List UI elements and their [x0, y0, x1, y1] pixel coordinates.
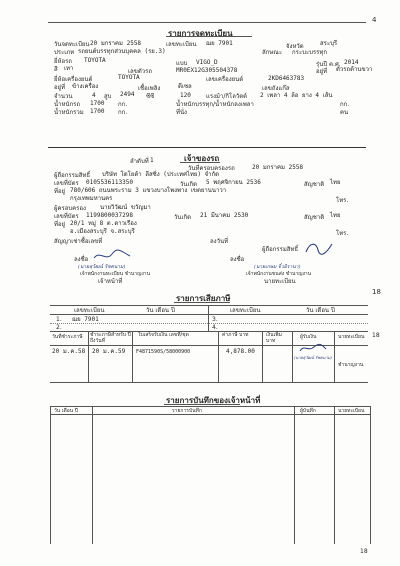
- value-model-year: 2014: [344, 59, 359, 66]
- tax-header-paid-date: วันที่ชำระภาษี: [52, 334, 83, 340]
- tax-row-tax: 4,878.00: [226, 348, 255, 355]
- label-officer-sign: ลงชื่อ: [74, 256, 89, 263]
- value-reg-date: 20 มกราคม 2558: [90, 40, 142, 47]
- label-possessor: ผู้ครอบครอง: [54, 205, 86, 212]
- notes-header-entry: รายการบันทึก: [172, 408, 202, 414]
- value-engine-no: 2KD6463783: [268, 75, 305, 82]
- section1-title-rule: [166, 36, 252, 37]
- label-owner-dob: วันเกิด: [180, 181, 198, 188]
- value-owner-nationality: ไทย: [330, 179, 341, 186]
- label-gross-unit: กก.: [118, 109, 128, 116]
- notes-right-border: [370, 406, 371, 544]
- footer-page-mark: 18: [360, 548, 368, 555]
- section2-top-rule: [48, 147, 366, 148]
- plate-row-2-index: 2.: [56, 324, 62, 331]
- page-number: 4: [372, 16, 377, 24]
- value-possessor-nationality: ไทย: [330, 212, 341, 219]
- value-body: กระบะบรรทุก: [292, 49, 327, 56]
- label-possessor-nationality: สัญชาติ: [304, 214, 325, 221]
- notes-header-recorder: ผู้บันทึก: [300, 408, 316, 414]
- value-possession-date: 20 มกราคม 2558: [252, 164, 304, 171]
- label-gas-tank: เลขถังแก๊ส: [262, 85, 290, 92]
- label-possessor-dob: วันเกิด: [174, 214, 192, 221]
- value-owner-id: 0105536113350: [86, 179, 133, 186]
- officer-name: (นายสุวัฒน์ รัชตนาม): [78, 264, 126, 270]
- label-contract-date: ลงวันที่: [210, 238, 229, 245]
- plate-row-4-index: 4.: [212, 324, 218, 331]
- tax-col-divider-2: [132, 331, 133, 382]
- value-owner-address-line2: กรุงเทพมหานคร: [70, 195, 113, 202]
- label-engine-no: เลขเครื่องยนต์: [206, 76, 244, 83]
- section2-title: เจ้าของรถ: [184, 154, 220, 163]
- tax-row-registrar: ชำนาญงาน: [338, 362, 364, 368]
- value-owner-dob: 5 พฤศจิกายน 2536: [206, 179, 261, 186]
- section3-title: รายการเสียภาษี: [176, 294, 231, 303]
- value-possessor-address-line2: อ.เมืองสระบุรี จ.สระบุรี: [70, 228, 135, 235]
- label-possessor-phone: โทร.: [336, 230, 349, 237]
- label-hp: แรงม้า/กิโลวัตต์: [206, 93, 248, 100]
- label-owner-id: เลขที่บัตร: [54, 180, 79, 187]
- value-axles: 2 เพลา 4 ล้อ ยาง 4 เส้น: [260, 92, 333, 99]
- plate-header-rule: [50, 314, 368, 315]
- label-brand: ยี่ห้อรถ: [54, 58, 72, 65]
- tax-row-receipt: F4871590S/58000900: [136, 349, 191, 355]
- notes-header-registrar: นายทะเบียน: [338, 408, 365, 414]
- label-model: แบบ: [176, 60, 188, 67]
- notes-table-top: [50, 406, 370, 407]
- tax-table-bottom: [50, 382, 368, 383]
- value-engine-location: ข้างเครื่อง: [72, 83, 99, 90]
- label-cyl-unit: สูบ: [104, 93, 112, 100]
- tax-header-surcharge: เงินเพิ่ม บาท: [266, 332, 282, 344]
- tax-header-tax: ค่าภาษี บาท: [222, 332, 249, 338]
- label-seq: ลำดับที่: [130, 158, 149, 165]
- officer-signature: [92, 248, 132, 262]
- section4-title-rule: [164, 404, 240, 405]
- notes-left-border: [50, 406, 51, 544]
- tax-header-registrar: นายทะเบียน: [338, 334, 365, 340]
- notes-header-date: วัน เดือน ปี: [54, 408, 78, 414]
- section2-title-rule: [180, 162, 220, 163]
- plate-row-1-index: 1.: [56, 316, 62, 323]
- label-type: ประเภท: [54, 49, 75, 56]
- tax-col-divider-4: [262, 331, 263, 382]
- plate-header-no-2: เลขทะเบียน: [230, 307, 261, 314]
- label-possession-date: วันที่ครอบครองรถ: [188, 165, 235, 172]
- plate-header-date-2: วัน เดือน ปี: [306, 307, 335, 314]
- label-engine-location: อยู่ที่: [54, 84, 66, 91]
- tax-row-paid-date: 20 ม.ค.58: [52, 348, 86, 355]
- value-engine-brand: TOYOTA: [118, 74, 140, 81]
- section1-top-border: [48, 22, 366, 23]
- plate-row-divider: [50, 323, 368, 324]
- registrar-name: (นายเกษม จิ๋วอิรานา): [254, 264, 301, 270]
- registrar-title: เจ้าพนักงานขนส่ง ชำนาญงาน: [246, 271, 312, 277]
- label-engine-brand: ยี่ห้อเครื่องยนต์: [54, 76, 93, 83]
- plate-table-top: [50, 305, 368, 306]
- value-vin-location: ตัวรถด้านขวา: [336, 66, 373, 73]
- label-gross: น้ำหนักรวม: [54, 109, 84, 116]
- notes-header-rule: [50, 414, 370, 415]
- value-hp: 120: [180, 92, 191, 99]
- label-registrar-sign: ลงชื่อ: [230, 256, 245, 263]
- tax-header-receiver: ผู้รับเงิน: [300, 334, 317, 340]
- value-owner: บริษัท โตโยต้า ลีสซิ่ง (ประเทศไทย) จำกัด: [102, 171, 220, 178]
- value-cc: 2494: [120, 91, 135, 98]
- plate-header-date-1: วัน เดือน ปี: [146, 307, 175, 314]
- label-weight: น้ำหนักรถ: [54, 101, 81, 108]
- value-fuel: ดีเซล: [178, 83, 192, 90]
- label-province: จังหวัด: [286, 43, 304, 50]
- label-owner-nationality: สัญชาติ: [304, 181, 325, 188]
- label-reg-date: วันจดทะเบียน: [54, 41, 90, 48]
- value-province: สระบุรี: [320, 40, 338, 47]
- registrar-signature: [304, 240, 334, 256]
- notes-col-divider-1: [92, 406, 93, 544]
- label-owner-phone: โทร.: [336, 197, 349, 204]
- value-model: VIGO_D: [196, 59, 218, 66]
- value-brand: TOYOTA: [84, 57, 106, 64]
- plate-row-1-value: ฌย 7901: [72, 316, 99, 323]
- value-cylinders: 4: [92, 92, 96, 99]
- plate-mid-divider: [208, 305, 209, 331]
- label-fuel: เชื้อเพลิง: [138, 85, 161, 92]
- label-owner-sign: ผู้ถือกรรมสิทธิ์: [262, 246, 299, 253]
- label-vin-location: อยู่ที่: [316, 68, 328, 75]
- section3-page-mark: 18: [372, 332, 380, 339]
- value-type: รถยนต์บรรทุกส่วนบุคคล (รย.3): [78, 48, 166, 55]
- label-owner: ผู้ถือกรรมสิทธิ์: [54, 172, 91, 179]
- value-plate: ฌย 7901: [206, 40, 233, 47]
- notes-col-divider-2: [294, 406, 295, 544]
- section2-page-mark: 18: [372, 288, 381, 296]
- label-body: ลักษณะ: [262, 49, 283, 56]
- value-possessor-address: 20/1 หมู่ 8 ต.ดาวเรือง: [70, 220, 137, 227]
- value-seq: 1: [150, 157, 154, 164]
- section1-title: รายการจดทะเบียน: [168, 29, 233, 38]
- label-seats: ที่นั่ง: [176, 109, 187, 116]
- label-cylinders: จำนวน: [54, 93, 73, 100]
- label-cc: ซีซี: [146, 93, 155, 100]
- tax-col-divider-5: [292, 331, 293, 382]
- tax-col-divider-6: [334, 331, 335, 382]
- value-color: เทา: [64, 65, 74, 72]
- label-contract-no: สัญญาเช่าซื้อเลขที่: [54, 238, 103, 245]
- officer-title: เจ้าพนักงานทะเบียน ชำนาญงาน: [80, 271, 151, 277]
- label-seats-unit: คน: [340, 109, 349, 116]
- tax-row-period: 20 ม.ค.59: [92, 348, 126, 355]
- value-possessor-dob: 21 มีนาคม 2530: [200, 212, 249, 219]
- tax-row-receiver: (นายสุวัฒน์ รัชตนาม): [294, 355, 332, 360]
- tax-col-divider-1: [88, 331, 89, 382]
- section4-title: รายการบันทึกของเจ้าหน้าที่: [166, 396, 261, 405]
- label-color: สี: [54, 66, 58, 73]
- officer-role: เจ้าหน้าที่: [98, 278, 123, 285]
- value-vin: MR0EX12G305504378: [176, 67, 238, 74]
- section3-title-rule: [174, 302, 230, 303]
- tax-header-receipt: ใบเสร็จรับเงิน เลขที่/ชุด: [138, 332, 189, 338]
- value-possessor-id: 1199800037298: [86, 212, 133, 219]
- value-weight: 1700: [90, 100, 105, 107]
- value-owner-address: 780/606 ถนนพระราม 3 แขวงบางโพงพาง เขตยานนาวา: [70, 187, 227, 194]
- tax-header-period: ชำระภาษีสำหรับ ปีถึงวันที่: [90, 332, 131, 344]
- value-possessor: นายวิวัฒน์ ขวัญมา: [100, 204, 151, 211]
- tax-col-divider-3: [218, 331, 219, 382]
- label-model-year: รุ่นปี ค.ศ.: [316, 61, 341, 68]
- tax-receiver-signature: [298, 343, 328, 353]
- label-load-unit: กก.: [340, 101, 350, 108]
- registrar-role: นายทะเบียน: [264, 278, 296, 285]
- label-possessor-id: เลขที่บัตร: [54, 213, 79, 220]
- label-owner-address: ที่อยู่: [54, 188, 66, 195]
- plate-header-no-1: เลขทะเบียน: [74, 307, 105, 314]
- label-vin: เลขตัวรถ: [128, 68, 152, 75]
- plate-row-3-index: 3.: [212, 316, 218, 323]
- value-gross: 1700: [90, 108, 105, 115]
- notes-col-divider-3: [334, 406, 335, 544]
- label-load: น้ำหนักบรรทุก/น้ำหนักลงเพลา: [176, 101, 254, 108]
- label-weight-unit: กก.: [118, 101, 128, 108]
- label-plate: เลขทะเบียน: [166, 41, 197, 48]
- label-possessor-address: ที่อยู่: [54, 221, 66, 228]
